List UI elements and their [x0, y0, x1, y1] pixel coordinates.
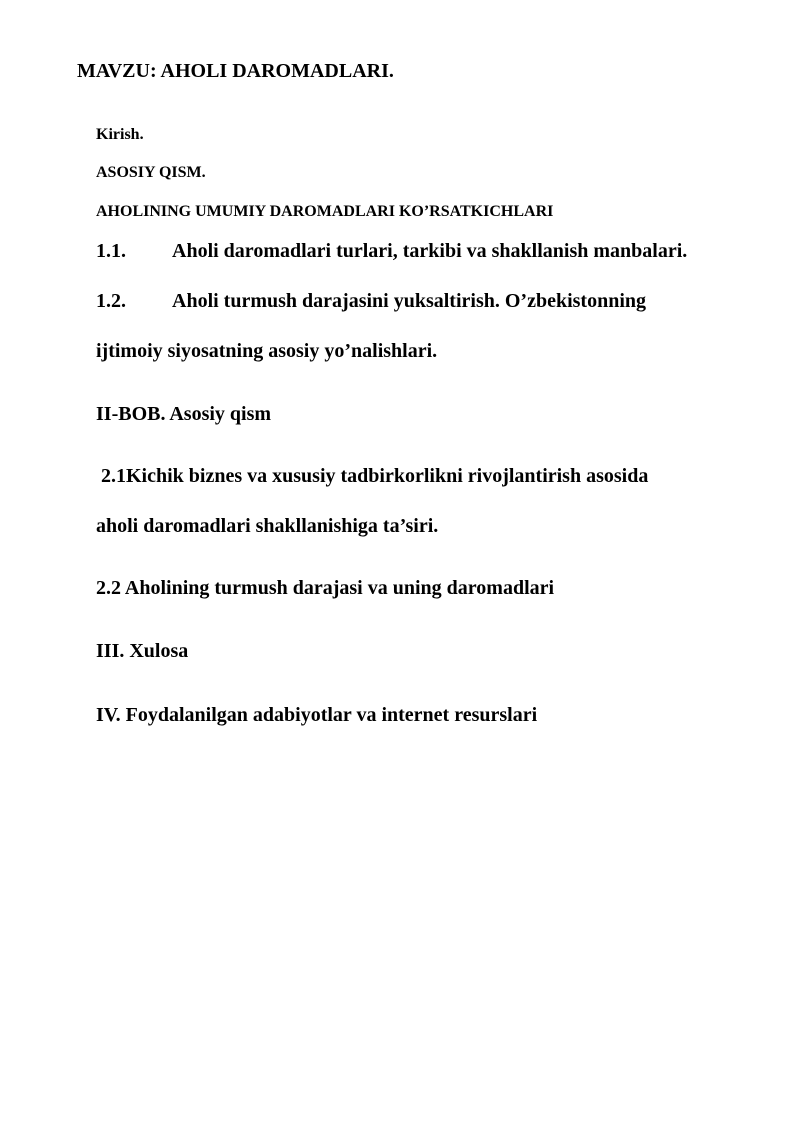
toc-item-kirish: Kirish. — [96, 126, 144, 143]
toc-section-1-2 — [96, 291, 646, 311]
section-number: 1.2. — [96, 290, 126, 312]
toc-chapter-4: IV. Foydalanilgan adabiyotlar va internet resurslari — [96, 704, 538, 726]
toc-chapter-3: III. Xulosa — [96, 640, 189, 662]
toc-section-1-1 — [96, 241, 687, 261]
toc-section-2-2: 2.2 Aholining turmush darajasi va uning daromadlari — [96, 577, 555, 599]
section-text: Aholi daromadlari turlari, tarkibi va shakllanish manbalari. — [172, 240, 688, 262]
toc-chapter-2: II-BOB. Asosiy qism — [96, 403, 272, 425]
toc-section-1-2-continuation: ijtimoiy siyosatning asosiy yo’nalishlari. — [96, 340, 438, 362]
section-number: 1.1. — [96, 240, 126, 262]
toc-section-2-1-continuation: aholi daromadlari shakllanishiga ta’siri. — [96, 515, 439, 537]
toc-item-asosiy-qism: ASOSIY QISM. — [96, 164, 206, 181]
document-title: MAVZU: AHOLI DAROMADLARI. — [77, 60, 394, 82]
section-text: Aholi turmush darajasini yuksaltirish. O’zbekistonning — [172, 290, 646, 312]
toc-item-umumiy-daromadlar: AHOLINING UMUMIY DAROMADLARI KO’RSATKICHLARI — [96, 203, 554, 220]
toc-section-2-1: 2.1Kichik biznes va xususiy tadbirkorlikni rivojlantirish asosida — [96, 465, 649, 487]
